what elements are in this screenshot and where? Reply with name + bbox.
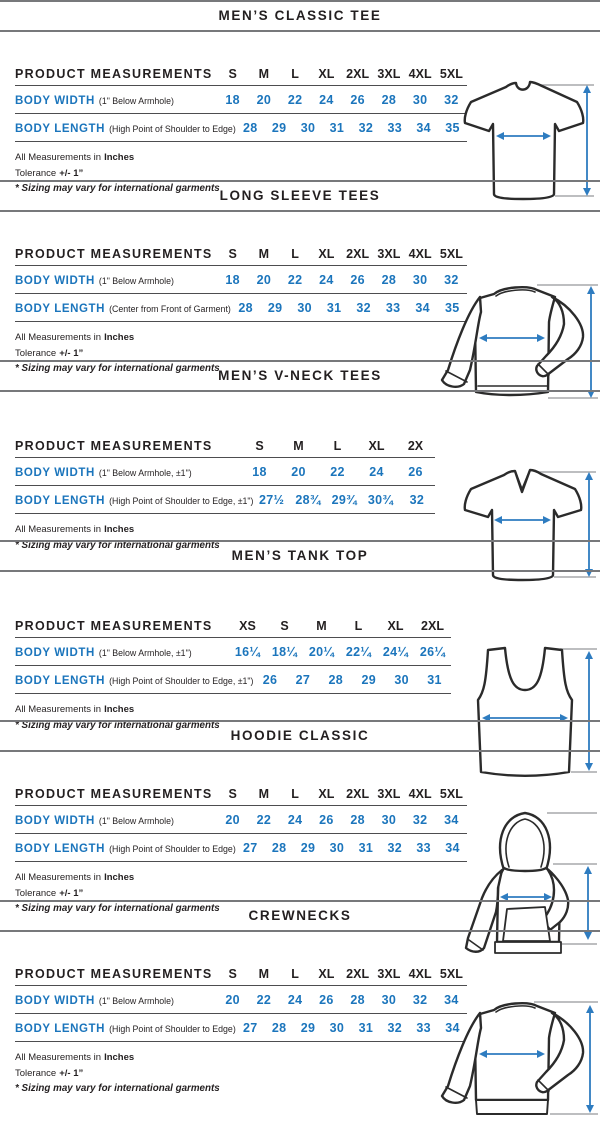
size-header: 3XL <box>377 67 401 81</box>
section-long-sleeve-tees <box>0 180 600 375</box>
measurement-value: 18 <box>252 465 267 479</box>
size-header: XL <box>318 967 335 981</box>
size-header: XS <box>239 619 256 633</box>
row-label-group <box>15 491 253 509</box>
measurement-value: 27 <box>295 673 311 687</box>
section-mens-tank-top <box>0 540 600 731</box>
body-length-row <box>15 114 467 142</box>
size-header: XL <box>318 247 335 261</box>
section-title: MEN’S CLASSIC TEE <box>218 8 382 23</box>
row-label-group <box>15 271 217 289</box>
size-header: XL <box>387 619 404 633</box>
size-header: 2XL <box>346 247 370 261</box>
section-body <box>0 62 600 198</box>
note-text: Tolerance <box>15 887 57 899</box>
note-bold: Inches <box>104 872 135 883</box>
measurement-value: 34 <box>415 301 430 315</box>
measurement-value: 26 <box>319 813 334 827</box>
row-label: BODY LENGTH <box>15 303 106 315</box>
section-body <box>0 962 600 1098</box>
body-width-row <box>15 266 467 294</box>
measurement-value: 22 <box>287 273 303 287</box>
row-detail: (1" Below Armhole) <box>98 996 174 1006</box>
measurement-value: 30 <box>329 841 345 855</box>
section-title: LONG SLEEVE TEES <box>219 188 381 203</box>
size-header: M <box>258 247 270 261</box>
measurement-value: 18¼ <box>271 645 298 659</box>
body-length-values <box>231 301 467 315</box>
size-header-cells <box>229 619 451 633</box>
size-header: M <box>293 439 304 453</box>
body-length-row <box>15 486 435 514</box>
sizing-note: * Sizing may vary for international garments <box>15 903 220 915</box>
measurement-value: 27 <box>242 1021 258 1035</box>
row-label-group <box>15 991 217 1009</box>
note-bold: +/- 1” <box>59 887 84 899</box>
measurement-value: 29 <box>267 301 283 315</box>
tolerance-note <box>15 166 467 182</box>
measurement-value: 26 <box>350 93 365 107</box>
measurement-value: 28 <box>381 93 397 107</box>
measurement-value: 35 <box>444 301 460 315</box>
sizing-note: * Sizing may vary for international garments <box>15 719 220 731</box>
measurement-value: 24 <box>287 993 303 1007</box>
measurement-value: 20¼ <box>308 645 335 659</box>
measurement-value: 24 <box>287 813 303 827</box>
row-label-group <box>15 811 217 829</box>
measurement-value: 30¾ <box>367 493 394 507</box>
size-header: M <box>258 67 270 81</box>
measurement-value: 20 <box>225 993 240 1007</box>
tolerance-note <box>15 886 467 902</box>
body-length-values <box>253 673 451 687</box>
sizing-note: * Sizing may vary for international garments <box>15 363 220 375</box>
row-detail: (High Point of Shoulder to Edge) <box>109 124 236 134</box>
size-header: XL <box>318 67 335 81</box>
size-header: L <box>333 439 342 453</box>
size-header: 2XL <box>346 787 370 801</box>
measurement-value: 32 <box>444 93 459 107</box>
note-text: Tolerance <box>15 167 57 179</box>
row-label: BODY WIDTH <box>15 995 95 1007</box>
size-header-cells <box>217 787 467 801</box>
table-header-label: PRODUCT MEASUREMENTS <box>15 787 213 801</box>
table-header-row <box>15 782 467 806</box>
body-length-row <box>15 1014 467 1042</box>
sizing-note: * Sizing may vary for international garments <box>15 539 220 551</box>
body-length-values <box>236 841 467 855</box>
row-detail: (High Point of Shoulder to Edge) <box>109 1024 236 1034</box>
table-header-row <box>15 242 467 266</box>
measurement-value: 26 <box>262 673 278 687</box>
measurements-note <box>15 150 467 166</box>
size-header: XL <box>368 439 385 453</box>
section-mens-v-neck-tees <box>0 360 600 551</box>
measurement-value: 27 <box>242 841 258 855</box>
note-text: All Measurements in <box>15 872 102 883</box>
measurement-table <box>15 62 467 198</box>
row-label: BODY WIDTH <box>15 275 95 287</box>
measurement-value: 28¾ <box>295 493 321 507</box>
measurement-value: 20 <box>225 813 240 827</box>
section-header <box>0 360 600 392</box>
measurements-note <box>15 870 467 886</box>
note-bold: +/- 1” <box>59 1067 84 1079</box>
measurement-value: 22 <box>256 813 272 827</box>
measurements-note <box>15 1050 467 1066</box>
body-width-row <box>15 986 467 1014</box>
note-bold: +/- 1” <box>59 347 84 359</box>
section-header <box>0 180 600 212</box>
size-header: XL <box>318 787 335 801</box>
row-label: BODY LENGTH <box>15 495 106 507</box>
row-label-group <box>15 119 236 137</box>
size-header: S <box>255 439 264 453</box>
measurement-value: 34 <box>416 121 431 135</box>
size-header: 5XL <box>439 787 463 801</box>
table-header-label: PRODUCT MEASUREMENTS <box>15 439 213 453</box>
note-bold: Inches <box>104 152 135 163</box>
section-mens-classic-tee <box>0 0 600 195</box>
note-bold: +/- 1” <box>59 167 84 179</box>
body-width-row <box>15 806 467 834</box>
table-header-row <box>15 62 467 86</box>
size-header: 4XL <box>408 67 432 81</box>
measurement-value: 33 <box>416 1021 431 1035</box>
size-header: S <box>280 619 289 633</box>
measurement-value: 29 <box>271 121 287 135</box>
row-label: BODY LENGTH <box>15 123 106 135</box>
row-detail: (1" Below Armhole) <box>98 276 174 286</box>
hood-outline <box>500 813 550 875</box>
body-length-values <box>253 493 435 507</box>
row-label: BODY LENGTH <box>15 675 106 687</box>
body-width-values <box>217 993 467 1007</box>
row-label: BODY WIDTH <box>15 647 95 659</box>
size-header: M <box>258 787 270 801</box>
measurement-value: 16¼ <box>234 645 261 659</box>
section-header <box>0 540 600 572</box>
measurements-note <box>15 702 451 718</box>
section-header <box>0 900 600 932</box>
row-label-group <box>15 643 229 661</box>
crewneck-illustration <box>434 992 602 1132</box>
measurement-value: 28 <box>350 813 365 827</box>
measurements-note <box>15 522 435 538</box>
measurement-value: 32 <box>358 121 374 135</box>
size-header: 2XL <box>346 967 370 981</box>
size-header: L <box>291 67 299 81</box>
row-label: BODY LENGTH <box>15 1023 106 1035</box>
size-header: 5XL <box>439 67 463 81</box>
measurement-value: 33 <box>385 301 401 315</box>
row-detail: (1" Below Armhole) <box>98 816 174 826</box>
measurement-table <box>15 782 467 918</box>
measurement-value: 28 <box>328 673 344 687</box>
size-header-cells <box>217 247 467 261</box>
measurement-value: 24 <box>319 93 334 107</box>
measurement-value: 31 <box>329 121 345 135</box>
note-text: All Measurements in <box>15 152 102 163</box>
measurement-value: 24 <box>319 273 334 287</box>
measurement-value: 32 <box>412 813 428 827</box>
table-header-row <box>15 614 451 638</box>
size-header-cells <box>240 439 435 453</box>
note-text: All Measurements in <box>15 1052 102 1063</box>
measurement-value: 32 <box>412 993 428 1007</box>
section-body <box>0 614 600 734</box>
body-length-arrow <box>586 1005 594 1113</box>
measurement-value: 30 <box>412 93 428 107</box>
row-label: BODY WIDTH <box>15 95 95 107</box>
size-header: 4XL <box>408 967 432 981</box>
measurement-table <box>15 242 467 378</box>
row-label-group <box>15 463 240 481</box>
size-header: 2XL <box>346 67 370 81</box>
section-header <box>0 720 600 752</box>
size-header: L <box>354 619 363 633</box>
body-width-values <box>217 273 467 287</box>
body-width-row <box>15 638 451 666</box>
measurement-value: 28 <box>271 1021 287 1035</box>
section-body <box>0 242 600 378</box>
sizing-note: * Sizing may vary for international garments <box>15 183 220 195</box>
row-label-group <box>15 299 231 317</box>
size-header: 3XL <box>377 247 401 261</box>
note-bold: Inches <box>104 524 135 535</box>
measurement-value: 32 <box>444 273 459 287</box>
table-header-label: PRODUCT MEASUREMENTS <box>15 67 213 81</box>
measurement-value: 29 <box>300 1021 316 1035</box>
measurement-value: 29¾ <box>331 493 357 507</box>
body-length-row <box>15 666 451 694</box>
size-header: M <box>258 967 270 981</box>
measurement-value: 20 <box>256 273 272 287</box>
measurement-value: 30 <box>381 993 397 1007</box>
size-header: L <box>291 967 299 981</box>
measurement-value: 30 <box>300 121 316 135</box>
row-label: BODY WIDTH <box>15 467 95 479</box>
size-header: 3XL <box>377 787 401 801</box>
section-title: MEN’S V-NECK TEES <box>218 368 382 383</box>
waistband <box>476 1100 548 1114</box>
note-text: All Measurements in <box>15 524 102 535</box>
section-title: CREWNECKS <box>248 908 352 923</box>
table-header-label: PRODUCT MEASUREMENTS <box>15 619 213 633</box>
measurement-value: 33 <box>416 841 431 855</box>
row-label-group <box>15 671 253 689</box>
measurement-value: 28 <box>350 993 365 1007</box>
measurement-value: 20 <box>256 93 272 107</box>
measurement-table <box>15 962 467 1098</box>
row-detail: (Center from Front of Garment) <box>109 304 231 314</box>
section-title: HOODIE CLASSIC <box>230 728 370 743</box>
tolerance-note <box>15 346 467 362</box>
row-detail: (High Point of Shoulder to Edge, ±1") <box>109 676 254 686</box>
note-bold: Inches <box>104 332 135 343</box>
row-detail: (High Point of Shoulder to Edge, ±1") <box>109 496 254 506</box>
measurement-value: 34 <box>445 1021 460 1035</box>
measurement-value: 26 <box>350 273 365 287</box>
row-label-group <box>15 1019 236 1037</box>
measurement-value: 30 <box>381 813 397 827</box>
row-label: BODY LENGTH <box>15 843 106 855</box>
measurement-value: 32 <box>387 1021 402 1035</box>
measurement-value: 28 <box>381 273 397 287</box>
measurement-value: 34 <box>445 841 460 855</box>
body-width-values <box>229 645 451 659</box>
note-text: Tolerance <box>15 1067 57 1079</box>
measurement-value: 31 <box>427 673 442 687</box>
measurement-value: 20 <box>291 465 306 479</box>
measurement-value: 29 <box>300 841 316 855</box>
measurement-value: 28 <box>242 121 258 135</box>
body-width-values <box>217 813 467 827</box>
size-header: 4XL <box>408 247 432 261</box>
note-bold: Inches <box>104 1052 135 1063</box>
table-header-label: PRODUCT MEASUREMENTS <box>15 967 213 981</box>
table-header-row <box>15 962 467 986</box>
measurement-value: 30 <box>394 673 409 687</box>
size-header: S <box>228 787 237 801</box>
size-header: M <box>316 619 327 633</box>
body-length-values <box>236 1021 467 1035</box>
measurement-value: 31 <box>326 301 342 315</box>
measurement-value: 22¼ <box>345 645 372 659</box>
table-header-label: PRODUCT MEASUREMENTS <box>15 247 213 261</box>
measurement-value: 35 <box>445 121 460 135</box>
row-label-group <box>15 91 217 109</box>
measurement-value: 32 <box>409 493 425 507</box>
measurement-value: 31 <box>358 841 374 855</box>
body-width-row <box>15 86 467 114</box>
measurement-value: 32 <box>387 841 402 855</box>
measurement-value: 22 <box>330 465 345 479</box>
body-width-row <box>15 458 435 486</box>
measurement-value: 22 <box>287 93 303 107</box>
body-width-values <box>240 465 435 479</box>
body-length-row <box>15 294 467 322</box>
size-header: S <box>228 247 237 261</box>
measurement-value: 26¼ <box>419 645 446 659</box>
measurement-value: 30 <box>297 301 312 315</box>
section-header <box>0 0 600 32</box>
measurements-note <box>15 330 467 346</box>
measurement-value: 34 <box>444 993 459 1007</box>
measurement-value: 26 <box>319 993 334 1007</box>
size-header: L <box>291 787 299 801</box>
measurement-value: 28 <box>271 841 287 855</box>
measurement-value: 34 <box>444 813 459 827</box>
measurement-value: 24 <box>369 465 384 479</box>
body-length-row <box>15 834 467 862</box>
note-text: All Measurements in <box>15 704 102 715</box>
table-notes <box>15 1050 467 1098</box>
measurement-value: 18 <box>225 273 240 287</box>
measurement-table <box>15 434 435 554</box>
size-header: L <box>291 247 299 261</box>
section-title: MEN’S TANK TOP <box>231 548 369 563</box>
measurement-value: 33 <box>387 121 402 135</box>
size-header: S <box>228 67 237 81</box>
size-header: 3XL <box>377 967 401 981</box>
table-header-row <box>15 434 435 458</box>
section-hoodie-classic <box>0 720 600 915</box>
note-text: Tolerance <box>15 347 57 359</box>
row-detail: (High Point of Shoulder to Edge) <box>109 844 236 854</box>
body-width-values <box>217 93 467 107</box>
section-body <box>0 434 600 554</box>
measurement-value: 28 <box>238 301 253 315</box>
size-header: 2XL <box>421 619 444 633</box>
row-detail: (1" Below Armhole, ±1") <box>98 648 192 658</box>
size-header: 2X <box>407 439 424 453</box>
measurement-value: 24¼ <box>382 645 409 659</box>
sizing-note: * Sizing may vary for international garments <box>15 1083 220 1095</box>
size-header: S <box>228 967 237 981</box>
body-length-values <box>236 121 467 135</box>
size-header-cells <box>217 967 467 981</box>
size-header: 5XL <box>439 247 463 261</box>
row-detail: (1" Below Armhole, ±1") <box>98 468 192 478</box>
measurement-value: 27½ <box>259 493 285 507</box>
measurement-value: 29 <box>361 673 376 687</box>
measurement-value: 26 <box>408 465 423 479</box>
measurement-value: 31 <box>358 1021 374 1035</box>
note-bold: Inches <box>104 704 135 715</box>
measurement-value: 32 <box>356 301 371 315</box>
row-detail: (1" Below Armhole) <box>98 96 174 106</box>
size-header: 5XL <box>439 967 463 981</box>
measurement-value: 18 <box>225 93 240 107</box>
size-header: 4XL <box>408 787 432 801</box>
section-crewnecks <box>0 900 600 1095</box>
row-label-group <box>15 839 236 857</box>
row-label: BODY WIDTH <box>15 815 95 827</box>
section-body <box>0 782 600 918</box>
measurement-value: 30 <box>329 1021 345 1035</box>
measurement-value: 22 <box>256 993 272 1007</box>
note-text: All Measurements in <box>15 332 102 343</box>
measurement-value: 30 <box>412 273 428 287</box>
size-header-cells <box>217 67 467 81</box>
measurement-table <box>15 614 451 734</box>
tolerance-note <box>15 1066 467 1082</box>
